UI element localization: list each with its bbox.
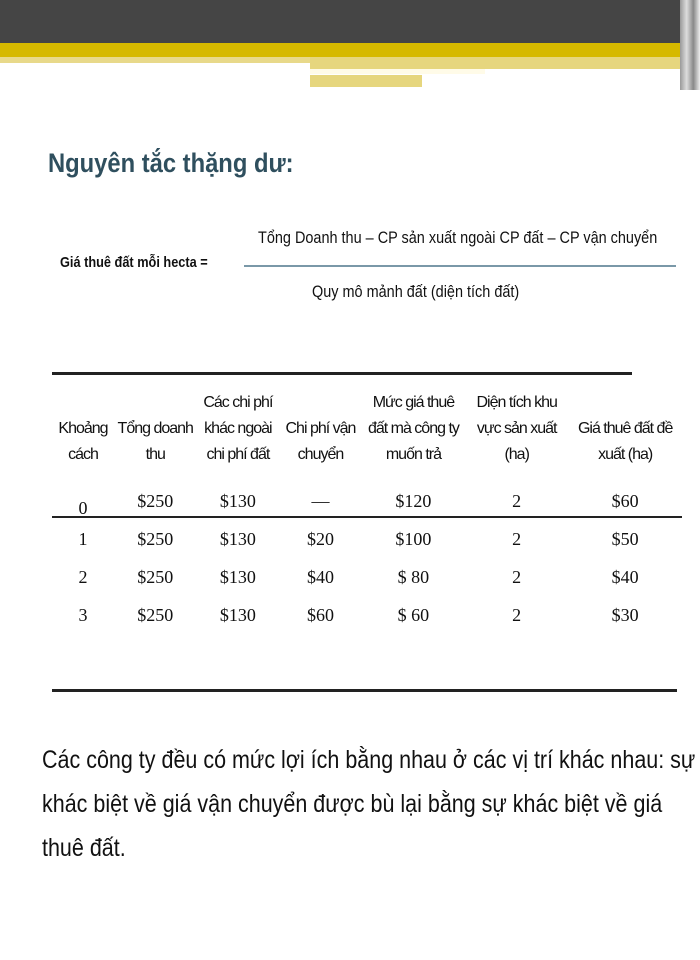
table-cell: 2 [512,566,522,587]
header-bar [0,0,700,43]
body-text: Các công ty đều có mức lợi ích bằng nhau ở các vị trí khác nhau: sự khác biệt về giá vận chuyển được bù lại bằng sự khác biệt về giá thuê đất. [42,746,696,862]
accent-stripe [0,57,310,63]
column-header: Giá thuê đất đề xuất (ha) [577,420,673,463]
accent-stripe [310,75,422,87]
table-cell: $ 60 [397,604,430,625]
table-cell: $40 [306,566,334,587]
formula-denominator: Quy mô mảnh đất (diện tích đất) [312,282,520,301]
column-header: Tổng doanh thu [117,420,193,463]
table-header-row [52,390,682,482]
table-cell: $60 [306,604,334,625]
table-cell: $250 [137,528,174,549]
formula-numerator: Tổng Doanh thu – CP sản xuất ngoài CP đất – CP vận chuyển [258,228,658,247]
table-cell: 2 [512,490,522,511]
column-header: Diện tích khu vực sản xuất (ha) [476,394,557,463]
table-cell: $100 [395,528,432,549]
accent-stripe [310,57,700,69]
column-header: Khoảng cách [58,420,108,463]
table-row [52,596,682,634]
table-cell: $30 [611,604,639,625]
table-cell: $60 [611,490,639,511]
table-cell: $40 [611,566,639,587]
table-row [52,558,682,596]
table-cell: 2 [512,604,522,625]
table-cell: 0 [78,497,88,518]
table-cell: $130 [219,490,256,511]
table-cell: $ 80 [397,566,430,587]
table-cell: 2 [512,528,522,549]
table-cell: $20 [306,528,334,549]
accent-stripe [310,69,485,74]
rent-table [52,390,682,634]
fraction-line [244,265,676,267]
table-cell: 2 [78,566,88,587]
table-top-rule [52,372,632,375]
formula-label: Giá thuê đất mỗi hecta = [60,254,208,271]
table-cell: $130 [219,566,256,587]
table-cell: $130 [219,528,256,549]
table-row [52,520,682,558]
accent-bar [0,43,700,57]
table-cell: 3 [78,604,88,625]
slide-title: Nguyên tắc thặng dư: [48,148,294,178]
table-cell: — [311,490,330,511]
table-bottom-rule [52,689,677,692]
table-cell: $250 [137,490,174,511]
column-header: Chi phí vận chuyển [285,420,356,463]
table-row [52,482,682,520]
edge-decoration [680,0,700,90]
column-header: Mức giá thuê đất mà công ty muốn trả [367,394,459,463]
table-cell: $250 [137,604,174,625]
table-cell: $50 [611,528,639,549]
table-cell: $250 [137,566,174,587]
table-cell: $120 [395,490,432,511]
table-cell: $130 [219,604,256,625]
column-header: Các chi phí khác ngoài chi phí đất [203,394,273,463]
table-cell: 1 [78,528,88,549]
